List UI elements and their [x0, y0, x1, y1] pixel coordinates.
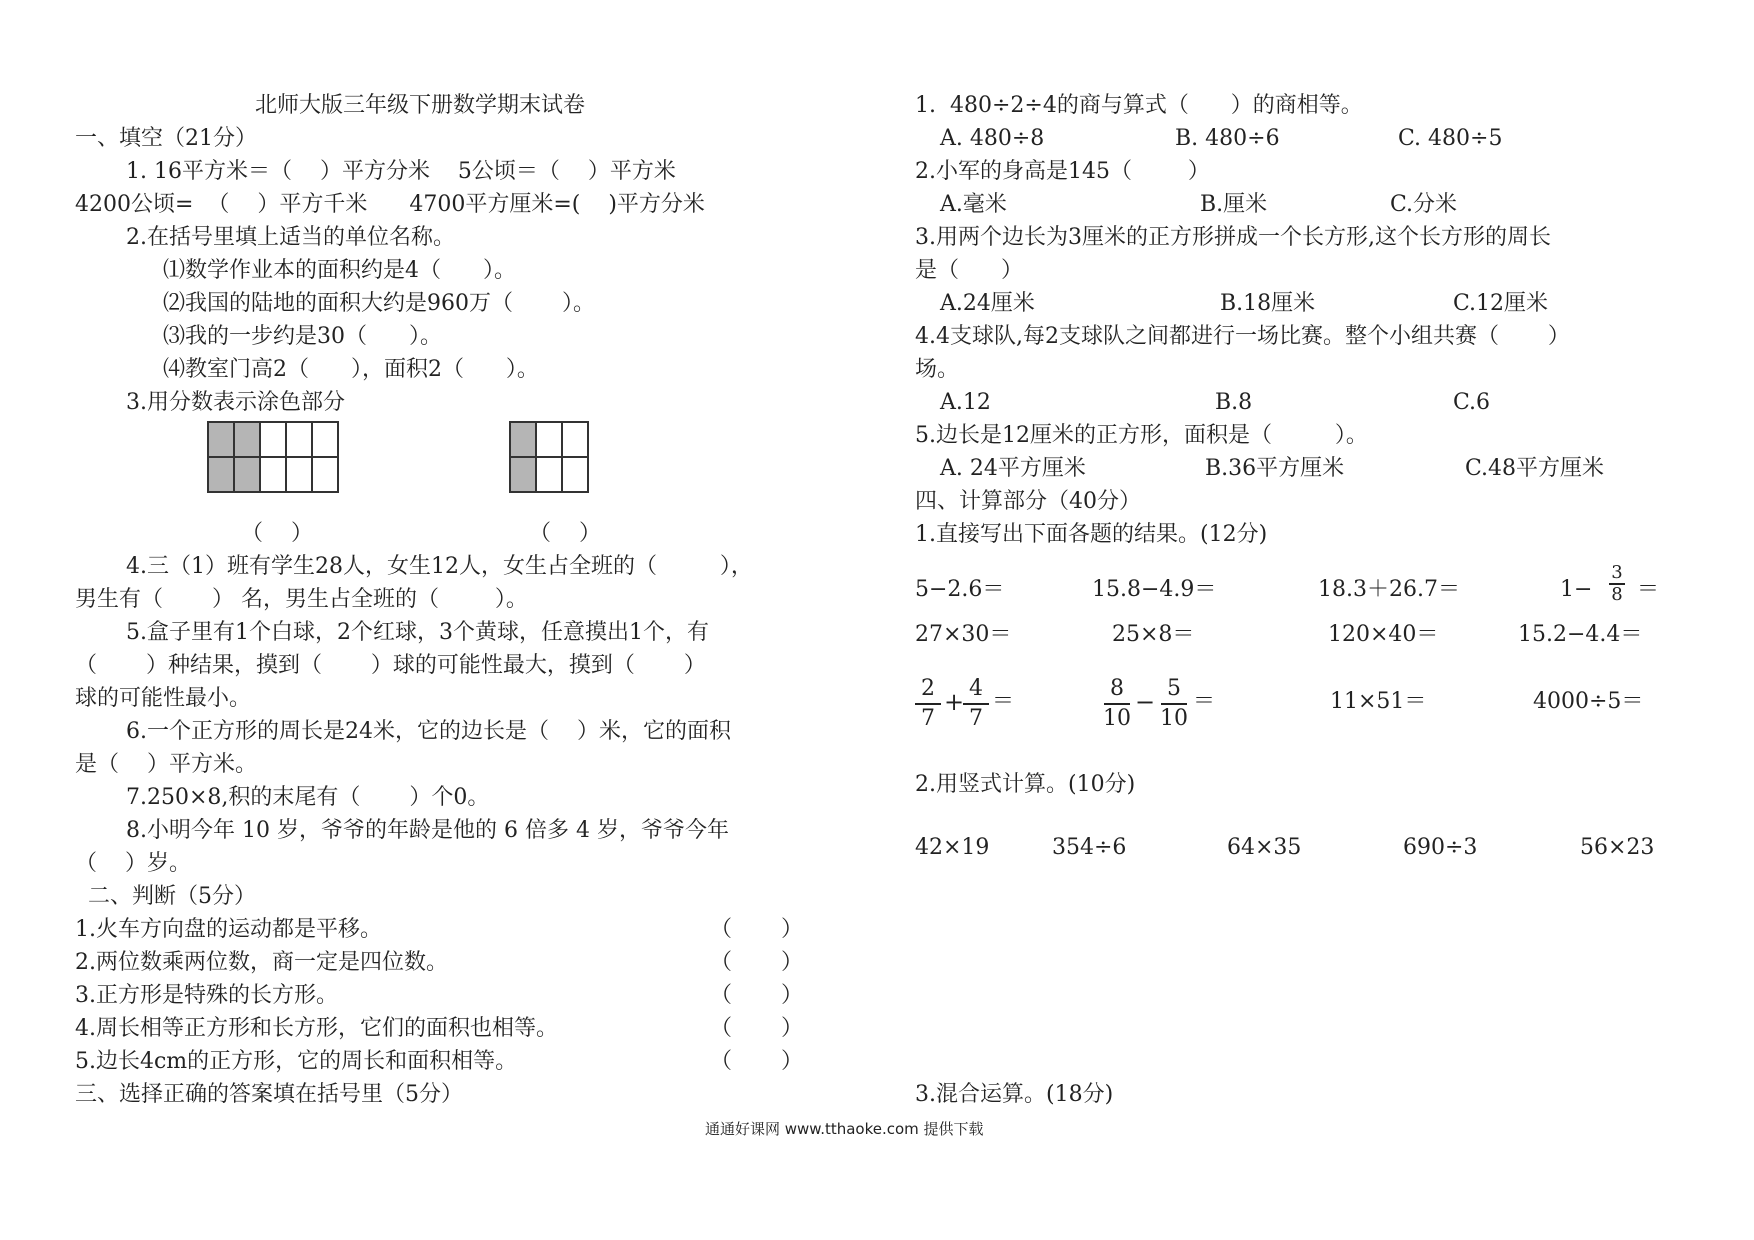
- grid-cell-shaded: [510, 422, 536, 457]
- fraction: [1609, 564, 1625, 604]
- grid-cell: [562, 457, 588, 492]
- choice-4-option-c: C.6: [1453, 390, 1491, 415]
- question-6-line-2: 是（ ）平方米。: [75, 752, 257, 777]
- choice-3-option-b: B.18厘米: [1220, 291, 1316, 316]
- fraction: [1160, 676, 1188, 732]
- choice-2: 2.小军的身高是145（ ）: [915, 159, 1210, 184]
- choice-4-line-2: 场。: [915, 357, 960, 382]
- calc-item: 15.8−4.9＝: [1092, 577, 1217, 602]
- grid-cell-shaded: [234, 457, 260, 492]
- fraction: [963, 676, 989, 732]
- grid-cell-shaded: [510, 457, 536, 492]
- question-4-line-1: 4.三（1）班有学生28人，女生12人，女生占全班的（ ），: [126, 554, 753, 579]
- choice-5-option-a: A. 24平方厘米: [940, 456, 1086, 481]
- vertical-calc-item: 42×19: [915, 835, 990, 860]
- grid-cell-shaded: [208, 422, 234, 457]
- judge-item-text: 5.边长4cm的正方形，它的周长和面积相等。: [75, 1049, 518, 1074]
- question-6-line-1: 6.一个正方形的周长是24米，它的边长是（ ）米，它的面积: [126, 719, 731, 744]
- fraction-blank-2: （ ）: [529, 521, 601, 546]
- fraction-denominator: 7: [921, 706, 935, 731]
- judge-item-paren: （ ）: [710, 1049, 803, 1074]
- choice-3-option-a: A.24厘米: [940, 291, 1035, 316]
- choice-1-option-c: C. 480÷5: [1398, 126, 1503, 151]
- vertical-calc-item: 354÷6: [1052, 835, 1127, 860]
- fraction-grid-2: [509, 421, 589, 493]
- grid-cell: [562, 422, 588, 457]
- calc-item: 25×8＝: [1112, 622, 1195, 647]
- fraction: [915, 676, 941, 732]
- calc-item: 27×30＝: [915, 622, 1012, 647]
- calc-part-1-heading: 1.直接写出下面各题的结果。(12分): [915, 522, 1268, 547]
- choice-1: 1. 480÷2÷4的商与算式（ ）的商相等。: [915, 93, 1363, 118]
- choice-2-option-c: C.分米: [1390, 192, 1458, 217]
- question-5-line-3: 球的可能性最小。: [75, 686, 252, 711]
- operator: −: [1135, 688, 1156, 716]
- choice-4-option-b: B.8: [1215, 390, 1253, 415]
- grid-cell: [286, 457, 312, 492]
- grid-cell: [286, 422, 312, 457]
- choice-5-option-b: B.36平方厘米: [1205, 456, 1345, 481]
- choice-1-option-a: A. 480÷8: [940, 126, 1045, 151]
- fraction-denominator: 10: [1103, 706, 1131, 731]
- operator: +: [944, 688, 965, 716]
- calc-item: 4000÷5＝: [1533, 689, 1644, 714]
- choice-4-line-1: 4.4支球队,每2支球队之间都进行一场比赛。整个小组共赛（ ）: [915, 324, 1570, 349]
- grid-cell-shaded: [234, 422, 260, 457]
- judge-item-paren: （ ）: [710, 1016, 803, 1041]
- grid-cell: [312, 422, 338, 457]
- judge-item-paren: （ ）: [710, 950, 803, 975]
- calc-item-pre: 1−: [1560, 577, 1593, 602]
- question-5-line-2: （ ）种结果，摸到（ ）球的可能性最大，摸到（ ）: [75, 653, 706, 678]
- section-calc-heading: 四、计算部分（40分）: [915, 489, 1141, 514]
- question-8-line-1: 8.小明今年 10 岁，爷爷的年龄是他的 6 倍多 4 岁，爷爷今年: [126, 818, 729, 843]
- question-2: 2.在括号里填上适当的单位名称。: [126, 225, 455, 250]
- footer-credit: 通通好课网 www.tthaoke.com 提供下载: [705, 1120, 984, 1138]
- grid-cell: [260, 457, 286, 492]
- fraction: [1103, 676, 1131, 732]
- calc-item-post: ＝: [1637, 577, 1660, 602]
- question-2-item-4: ⑷教室门高2（ ），面积2（ ）。: [163, 357, 539, 382]
- choice-1-option-b: B. 480÷6: [1175, 126, 1280, 151]
- vertical-calc-item: 690÷3: [1403, 835, 1478, 860]
- fraction-numerator: 5: [1167, 676, 1181, 701]
- grid-cell-shaded: [208, 457, 234, 492]
- judge-item-paren: （ ）: [710, 983, 803, 1008]
- choice-3-line-2: 是（ ）: [915, 258, 1023, 283]
- question-2-item-2: ⑵我国的陆地的面积大约是960万（ ）。: [163, 291, 595, 316]
- grid-cell: [536, 457, 562, 492]
- question-1-line-2: 4200公顷= （ ）平方千米 4700平方厘米=( )平方分米: [75, 192, 705, 217]
- judge-item-text: 1.火车方向盘的运动都是平移。: [75, 917, 382, 942]
- choice-3-option-c: C.12厘米: [1453, 291, 1549, 316]
- calc-item: 15.2−4.4＝: [1518, 622, 1643, 647]
- question-2-item-3: ⑶我的一步约是30（ ）。: [163, 324, 442, 349]
- section-fill-in-heading: 一、填空（21分）: [75, 126, 257, 151]
- choice-5-option-c: C.48平方厘米: [1465, 456, 1605, 481]
- fraction-bar: [915, 703, 941, 705]
- section-judge-heading: 二、判断（5分）: [88, 884, 256, 909]
- fraction-denominator: 8: [1611, 584, 1623, 605]
- choice-4-option-a: A.12: [940, 390, 991, 415]
- calc-item: 11×51＝: [1330, 689, 1427, 714]
- equals: ＝: [992, 689, 1015, 714]
- fraction-grid-1: [207, 421, 339, 493]
- vertical-calc-item: 56×23: [1580, 835, 1655, 860]
- grid-cell: [536, 422, 562, 457]
- page-title: 北师大版三年级下册数学期末试卷: [255, 93, 586, 118]
- judge-item-text: 4.周长相等正方形和长方形，它们的面积也相等。: [75, 1016, 558, 1041]
- judge-item-paren: （ ）: [710, 917, 803, 942]
- choice-2-option-a: A.毫米: [940, 192, 1007, 217]
- choice-2-option-b: B.厘米: [1200, 192, 1268, 217]
- question-8-line-2: （ ）岁。: [75, 851, 191, 876]
- judge-item-text: 3.正方形是特殊的长方形。: [75, 983, 338, 1008]
- choice-5: 5.边长是12厘米的正方形，面积是（ ）。: [915, 423, 1368, 448]
- fraction-numerator: 3: [1611, 562, 1623, 583]
- fraction-numerator: 4: [969, 676, 983, 701]
- question-4-line-2: 男生有（ ） 名，男生占全班的（ ）。: [75, 587, 528, 612]
- choice-3-line-1: 3.用两个边长为3厘米的正方形拼成一个长方形,这个长方形的周长: [915, 225, 1551, 250]
- fraction-numerator: 8: [1110, 676, 1124, 701]
- section-choice-heading: 三、选择正确的答案填在括号里（5分）: [75, 1082, 463, 1107]
- fraction-bar: [963, 703, 989, 705]
- grid-cell: [260, 422, 286, 457]
- fraction-numerator: 2: [921, 676, 935, 701]
- question-2-item-1: ⑴数学作业本的面积约是4（ ）。: [163, 258, 516, 283]
- calc-part-3-heading: 3.混合运算。(18分): [915, 1082, 1114, 1107]
- calc-part-2-heading: 2.用竖式计算。(10分): [915, 772, 1136, 797]
- calc-item: 5−2.6＝: [915, 577, 1005, 602]
- fraction-denominator: 7: [969, 706, 983, 731]
- question-7: 7.250×8,积的末尾有（ ）个0。: [126, 785, 490, 810]
- grid-cell: [312, 457, 338, 492]
- fraction-bar: [1161, 703, 1187, 705]
- fraction-denominator: 10: [1160, 706, 1188, 731]
- question-5-line-1: 5.盒子里有1个白球，2个红球，3个黄球，任意摸出1个，有: [126, 620, 709, 645]
- vertical-calc-item: 64×35: [1227, 835, 1302, 860]
- fraction-bar: [1104, 703, 1130, 705]
- calc-item: 18.3＋26.7＝: [1318, 577, 1460, 602]
- judge-item-text: 2.两位数乘两位数，商一定是四位数。: [75, 950, 448, 975]
- question-1-line-1: 1. 16平方米＝（ ）平方分米 5公顷＝（ ）平方米: [126, 159, 676, 184]
- calc-item: 120×40＝: [1328, 622, 1439, 647]
- question-3: 3.用分数表示涂色部分: [126, 390, 345, 415]
- equals: ＝: [1193, 689, 1216, 714]
- fraction-blank-1: （ ）: [241, 521, 313, 546]
